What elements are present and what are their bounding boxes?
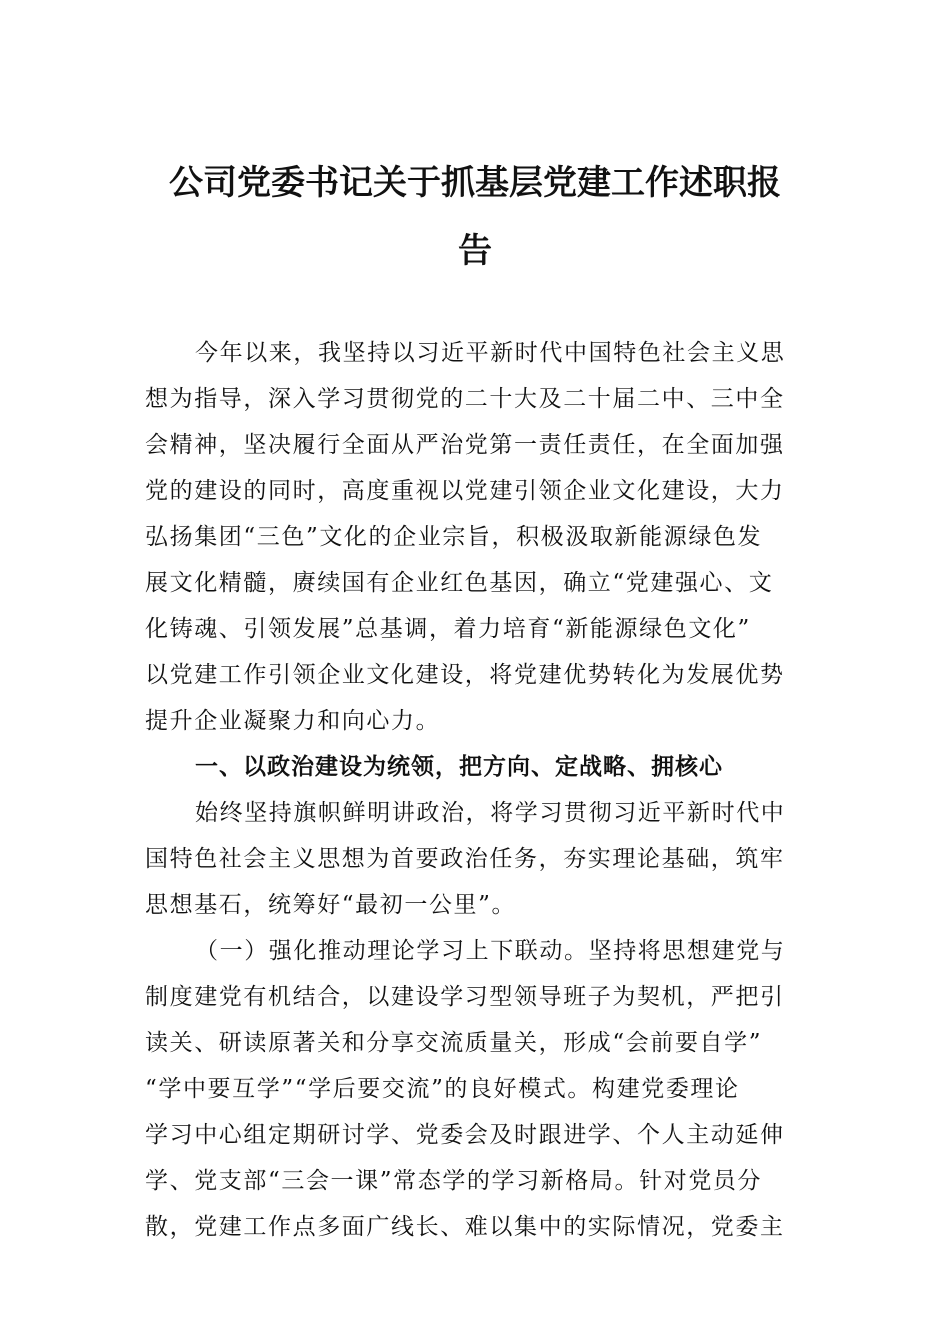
- paragraph-3-line-3: 读关、研读原著关和分享交流质量关，形成“会前要自学”: [145, 1030, 763, 1056]
- paragraph-1-line-7: 化铸魂、引领发展”总基调，着力培育“新能源绿色文化”: [145, 616, 751, 642]
- paragraph-1-line-3: 会精神，坚决履行全面从严治党第一责任责任，在全面加强: [145, 432, 785, 458]
- paragraph-2-line-3: 思想基石，统筹好“最初一公里”。: [145, 892, 517, 918]
- paragraph-3-line-1: （一）强化推动理论学习上下联动。坚持将思想建党与: [195, 938, 786, 964]
- section-heading-1: 一、以政治建设为统领，把方向、定战略、拥核心: [195, 754, 723, 780]
- title-line-2: 告: [458, 231, 492, 271]
- paragraph-1-line-6: 展文化精髓，赓续国有企业红色基因，确立“党建强心、文: [145, 570, 774, 596]
- paragraph-1-line-4: 党的建设的同时，高度重视以党建引领企业文化建设，大力: [145, 478, 785, 504]
- paragraph-3-line-4: “学中要互学”“学后要交流”的良好模式。构建党委理论: [145, 1076, 740, 1102]
- paragraph-3-line-5: 学习中心组定期研讨学、党委会及时跟进学、个人主动延伸: [145, 1122, 785, 1148]
- paragraph-1-line-5: 弘扬集团“三色”文化的企业宗旨，积极汲取新能源绿色发: [145, 524, 763, 550]
- paragraph-3-line-6: 学、党支部“三会一课”常态学的学习新格局。针对党员分: [145, 1168, 763, 1194]
- paragraph-2-line-1: 始终坚持旗帜鲜明讲政治，将学习贯彻习近平新时代中: [195, 800, 786, 826]
- title-line-1: 公司党委书记关于抓基层党建工作述职报: [169, 163, 781, 203]
- paragraph-1-line-8: 以党建工作引领企业文化建设，将党建优势转化为发展优势: [145, 662, 785, 688]
- document-title: [0, 160, 950, 274]
- paragraph-3-line-2: 制度建党有机结合，以建设学习型领导班子为契机，严把引: [145, 984, 785, 1010]
- paragraph-2-line-2: 国特色社会主义思想为首要政治任务，夯实理论基础，筑牢: [145, 846, 785, 872]
- document-body: [145, 330, 810, 1250]
- paragraph-1-line-9: 提升企业凝聚力和向心力。: [145, 708, 441, 734]
- paragraph-1-line-2: 想为指导，深入学习贯彻党的二十大及二十届二中、三中全: [145, 386, 785, 412]
- paragraph-3-line-7: 散，党建工作点多面广线长、难以集中的实际情况，党委主: [145, 1214, 785, 1240]
- paragraph-1-line-1: 今年以来，我坚持以习近平新时代中国特色社会主义思: [195, 340, 786, 366]
